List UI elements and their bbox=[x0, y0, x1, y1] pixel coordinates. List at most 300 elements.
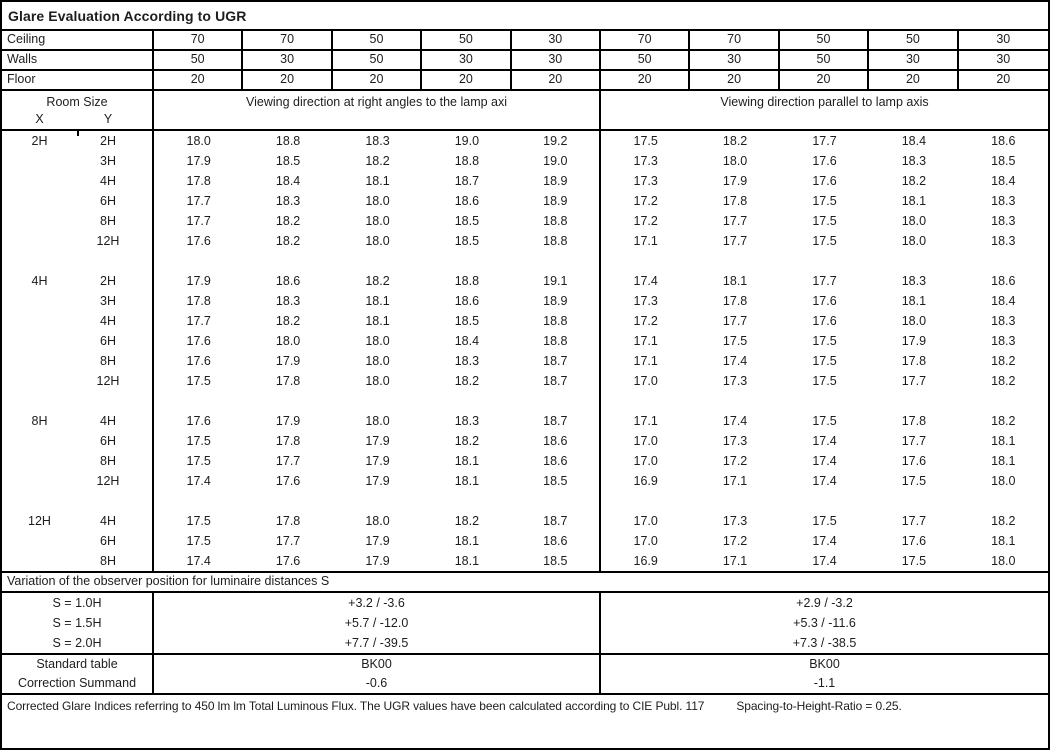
s-distance-row bbox=[2, 613, 1048, 633]
room-x-value bbox=[2, 371, 77, 391]
reflectance-value: 30 bbox=[512, 31, 601, 51]
reflectance-value: 20 bbox=[959, 71, 1048, 91]
ugr-value bbox=[422, 391, 511, 411]
variation-section-header: Variation of the observer position for luminaire distances S bbox=[2, 571, 1048, 593]
room-x-value: 12H bbox=[28, 514, 51, 528]
room-x-value bbox=[2, 431, 77, 451]
s-variation-parallel: +2.9 / -3.2 bbox=[796, 596, 853, 610]
ugr-value: 17.6 bbox=[275, 554, 301, 568]
ugr-value: 17.2 bbox=[722, 454, 748, 468]
ugr-value bbox=[333, 391, 422, 411]
ugr-value: 17.5 bbox=[186, 454, 211, 468]
ugr-table-row bbox=[2, 171, 1048, 191]
ugr-value: 17.5 bbox=[186, 534, 211, 548]
ugr-value: 17.4 bbox=[812, 534, 837, 548]
room-size-cell bbox=[2, 311, 154, 331]
ugr-value: 17.7 bbox=[186, 314, 211, 328]
ugr-value: 18.1 bbox=[365, 174, 390, 188]
room-size-cell bbox=[2, 331, 154, 351]
room-size-cell bbox=[2, 491, 154, 511]
ugr-value bbox=[959, 251, 1048, 271]
ugr-value: 17.6 bbox=[901, 534, 927, 548]
ugr-value bbox=[243, 391, 332, 411]
s-variation-right-angles: +5.7 / -12.0 bbox=[154, 613, 601, 633]
ugr-value: 17.4 bbox=[812, 474, 837, 488]
ugr-value: 18.0 bbox=[365, 334, 390, 348]
standard-value-parallel: -1.1 bbox=[813, 676, 836, 690]
ugr-value: 17.6 bbox=[186, 354, 211, 368]
ugr-value: 18.8 bbox=[512, 331, 601, 351]
room-size-cell bbox=[2, 291, 154, 311]
room-size-cell bbox=[2, 391, 154, 411]
s-distance-label: S = 1.0H bbox=[2, 593, 154, 613]
ugr-value: 18.5 bbox=[454, 214, 480, 228]
y-axis-label: Y bbox=[103, 112, 113, 126]
room-x-value bbox=[2, 391, 77, 411]
ugr-value: 18.8 bbox=[454, 154, 480, 168]
ugr-value: 18.5 bbox=[991, 154, 1016, 168]
observer-variation-rows bbox=[2, 593, 1048, 655]
ugr-table-row bbox=[2, 471, 1048, 491]
ugr-value: 17.9 bbox=[186, 274, 211, 288]
ugr-value: 17.4 bbox=[812, 554, 837, 568]
ugr-value: 18.1 bbox=[991, 454, 1016, 468]
ugr-value: 17.6 bbox=[812, 294, 837, 308]
ugr-table-row bbox=[2, 331, 1048, 351]
reflectance-value: 50 bbox=[422, 31, 511, 51]
ugr-value: 18.4 bbox=[454, 334, 480, 348]
standard-value-right-angles: BK00 bbox=[154, 655, 601, 674]
reflectance-value: 70 bbox=[690, 31, 779, 51]
ugr-value: 17.6 bbox=[275, 474, 301, 488]
reflectance-value: 20 bbox=[512, 71, 601, 91]
ugr-value: 17.9 bbox=[275, 354, 301, 368]
ugr-value: 17.3 bbox=[722, 434, 748, 448]
ugr-value: 18.5 bbox=[454, 234, 480, 248]
room-y-value: 12H bbox=[96, 234, 120, 248]
ugr-value bbox=[869, 491, 958, 511]
footer-note: Corrected Glare Indices referring to 450 lm lm Total Luminous Flux. The UGR values have been calculated according to CIE Publ. 117 bbox=[7, 699, 705, 713]
reflectance-value: 30 bbox=[959, 51, 1048, 71]
room-x-value bbox=[2, 231, 77, 251]
ugr-value: 18.9 bbox=[512, 191, 601, 211]
ugr-value bbox=[154, 391, 243, 411]
ugr-value: 17.9 bbox=[365, 534, 390, 548]
table-title-text: Glare Evaluation According to UGR bbox=[8, 7, 247, 24]
ugr-value: 18.8 bbox=[454, 274, 480, 288]
ugr-value: 18.0 bbox=[991, 474, 1016, 488]
ugr-value: 18.1 bbox=[991, 534, 1016, 548]
ugr-value: 17.5 bbox=[186, 514, 211, 528]
ugr-value: 18.2 bbox=[991, 514, 1016, 528]
ugr-value: 18.0 bbox=[722, 154, 748, 168]
ugr-value: 18.8 bbox=[512, 231, 601, 251]
ugr-value: 17.9 bbox=[365, 474, 390, 488]
reflectance-value: 70 bbox=[154, 31, 243, 51]
ugr-table-row bbox=[2, 311, 1048, 331]
room-y-value: 6H bbox=[100, 534, 116, 548]
ugr-values-body bbox=[2, 131, 1048, 571]
reflectance-value: 30 bbox=[869, 51, 958, 71]
ugr-value bbox=[154, 251, 243, 271]
room-x-value bbox=[2, 291, 77, 311]
ugr-value: 18.4 bbox=[991, 174, 1016, 188]
ugr-value: 18.0 bbox=[365, 194, 390, 208]
ugr-table-row bbox=[2, 551, 1048, 571]
room-x-value bbox=[2, 151, 77, 171]
ugr-table-row bbox=[2, 411, 1048, 431]
ugr-value: 18.3 bbox=[991, 314, 1016, 328]
surface-label: Walls bbox=[2, 51, 154, 71]
room-y-value: 12H bbox=[96, 474, 120, 488]
ugr-value: 17.4 bbox=[722, 354, 748, 368]
xy-axis-labels bbox=[2, 111, 152, 127]
ugr-value: 17.6 bbox=[186, 334, 211, 348]
room-y-value: 6H bbox=[100, 434, 116, 448]
room-x-value: 8H bbox=[31, 414, 48, 428]
reflectance-value: 30 bbox=[512, 51, 601, 71]
ugr-value: 19.2 bbox=[512, 131, 601, 151]
reflectance-value: 70 bbox=[243, 31, 332, 51]
reflectance-value: 20 bbox=[780, 71, 869, 91]
ugr-value: 17.8 bbox=[275, 514, 301, 528]
ugr-value: 17.6 bbox=[812, 154, 837, 168]
ugr-table-row bbox=[2, 271, 1048, 291]
surface-row bbox=[2, 71, 1048, 91]
s-variation-right-angles: +7.7 / -39.5 bbox=[154, 633, 601, 653]
room-size-cell bbox=[2, 131, 154, 151]
room-x-value bbox=[2, 451, 77, 471]
ugr-table-row bbox=[2, 431, 1048, 451]
ugr-value: 18.3 bbox=[901, 274, 927, 288]
room-size-cell bbox=[2, 531, 154, 551]
ugr-value bbox=[959, 391, 1048, 411]
ugr-value: 18.7 bbox=[512, 371, 601, 391]
ugr-value: 18.1 bbox=[901, 294, 927, 308]
ugr-value bbox=[512, 391, 601, 411]
room-size-label: Room Size bbox=[46, 95, 108, 109]
ugr-value bbox=[601, 391, 690, 411]
reflectance-value: 50 bbox=[780, 31, 869, 51]
spacer-row bbox=[2, 391, 1048, 411]
s-distance-label: S = 2.0H bbox=[2, 633, 154, 653]
room-x-value bbox=[2, 171, 77, 191]
ugr-value: 17.5 bbox=[633, 134, 658, 148]
ugr-value: 18.6 bbox=[512, 531, 601, 551]
ugr-value: 18.2 bbox=[365, 274, 390, 288]
ugr-table-row bbox=[2, 191, 1048, 211]
room-x-value: 4H bbox=[31, 274, 48, 288]
ugr-value: 17.5 bbox=[186, 434, 211, 448]
ugr-value: 18.1 bbox=[454, 554, 480, 568]
ugr-value: 17.5 bbox=[812, 414, 837, 428]
ugr-value: 19.0 bbox=[512, 151, 601, 171]
room-size-cell bbox=[2, 451, 154, 471]
s-variation-parallel: +5.3 / -11.6 bbox=[793, 616, 856, 630]
ugr-value: 17.1 bbox=[722, 554, 748, 568]
reflectance-value: 20 bbox=[601, 71, 690, 91]
reflectance-value: 50 bbox=[869, 31, 958, 51]
ugr-value: 18.9 bbox=[512, 171, 601, 191]
ugr-value: 18.1 bbox=[365, 314, 390, 328]
ugr-value: 18.2 bbox=[365, 154, 390, 168]
ugr-table-row bbox=[2, 451, 1048, 471]
ugr-value: 17.8 bbox=[722, 194, 748, 208]
ugr-table-row bbox=[2, 371, 1048, 391]
ugr-value: 17.5 bbox=[812, 234, 837, 248]
ugr-value: 18.3 bbox=[901, 154, 927, 168]
ugr-value: 18.1 bbox=[991, 434, 1016, 448]
ugr-table-row bbox=[2, 291, 1048, 311]
column-header-row bbox=[2, 91, 1048, 131]
room-x-value bbox=[2, 251, 77, 271]
room-y-value: 4H bbox=[100, 314, 116, 328]
ugr-value: 17.9 bbox=[365, 434, 390, 448]
footer-note-row bbox=[2, 695, 1048, 713]
ugr-value: 17.0 bbox=[633, 374, 658, 388]
ugr-value: 17.1 bbox=[633, 334, 658, 348]
standard-value-parallel: BK00 bbox=[809, 657, 840, 671]
standard-row-label: Correction Summand bbox=[2, 674, 154, 693]
reflectance-value: 30 bbox=[690, 51, 779, 71]
ugr-value: 17.2 bbox=[633, 194, 658, 208]
ugr-value: 17.2 bbox=[633, 314, 658, 328]
ugr-value: 17.4 bbox=[186, 474, 211, 488]
standard-table-row bbox=[2, 655, 1048, 674]
ugr-value bbox=[422, 491, 511, 511]
room-size-cell bbox=[2, 511, 154, 531]
table-title bbox=[2, 2, 1048, 31]
ugr-value: 17.9 bbox=[186, 154, 211, 168]
ugr-value: 17.5 bbox=[812, 214, 837, 228]
ugr-value: 18.8 bbox=[512, 211, 601, 231]
ugr-value bbox=[780, 251, 869, 271]
ugr-value: 17.9 bbox=[722, 174, 748, 188]
room-y-value: 8H bbox=[100, 214, 116, 228]
room-y-value: 8H bbox=[100, 554, 116, 568]
ugr-value: 18.7 bbox=[454, 174, 480, 188]
ugr-value: 17.8 bbox=[186, 294, 211, 308]
ugr-value: 18.0 bbox=[901, 314, 927, 328]
ugr-value: 17.7 bbox=[186, 214, 211, 228]
room-y-value: 8H bbox=[100, 454, 116, 468]
reflectance-value: 50 bbox=[154, 51, 243, 71]
ugr-value: 17.7 bbox=[722, 234, 748, 248]
ugr-value: 18.0 bbox=[901, 214, 927, 228]
ugr-value: 17.9 bbox=[365, 454, 390, 468]
room-y-value: 8H bbox=[100, 354, 116, 368]
ugr-value: 18.1 bbox=[454, 474, 480, 488]
ugr-value: 18.9 bbox=[512, 291, 601, 311]
ugr-value: 17.3 bbox=[722, 514, 748, 528]
reflectance-value: 30 bbox=[243, 51, 332, 71]
ugr-value bbox=[601, 251, 690, 271]
ugr-value: 17.7 bbox=[275, 534, 301, 548]
ugr-value: 18.1 bbox=[365, 294, 390, 308]
room-size-cell bbox=[2, 411, 154, 431]
room-y-value: 2H bbox=[100, 134, 116, 148]
ugr-table-row bbox=[2, 131, 1048, 151]
reflectance-value: 20 bbox=[333, 71, 422, 91]
surface-row bbox=[2, 51, 1048, 71]
room-x-value bbox=[2, 331, 77, 351]
ugr-value: 18.2 bbox=[275, 214, 301, 228]
ugr-value: 18.6 bbox=[454, 194, 480, 208]
ugr-value: 16.9 bbox=[633, 554, 658, 568]
room-size-header bbox=[2, 91, 154, 129]
ugr-value bbox=[154, 491, 243, 511]
room-x-value bbox=[2, 531, 77, 551]
room-x-value bbox=[2, 351, 77, 371]
room-y-value: 6H bbox=[100, 194, 116, 208]
s-distance-row bbox=[2, 633, 1048, 653]
ugr-value: 18.1 bbox=[454, 534, 480, 548]
ugr-value: 17.0 bbox=[633, 454, 658, 468]
reflectance-value: 20 bbox=[243, 71, 332, 91]
ugr-value: 18.3 bbox=[275, 294, 301, 308]
ugr-value bbox=[601, 491, 690, 511]
ugr-value: 17.8 bbox=[901, 414, 927, 428]
ugr-value: 18.2 bbox=[275, 234, 301, 248]
reflectance-value: 50 bbox=[333, 51, 422, 71]
room-size-cell bbox=[2, 431, 154, 451]
room-size-cell bbox=[2, 171, 154, 191]
ugr-value bbox=[690, 251, 779, 271]
reflectance-value: 30 bbox=[959, 31, 1048, 51]
surface-reflectance-rows bbox=[2, 31, 1048, 91]
ugr-value: 17.5 bbox=[812, 354, 837, 368]
ugr-value: 17.8 bbox=[722, 294, 748, 308]
ugr-value: 17.8 bbox=[901, 354, 927, 368]
room-size-cell bbox=[2, 151, 154, 171]
ugr-value: 18.3 bbox=[991, 334, 1016, 348]
ugr-value: 18.5 bbox=[512, 551, 601, 571]
ugr-value: 18.2 bbox=[454, 374, 480, 388]
ugr-value: 18.7 bbox=[512, 351, 601, 371]
footer-ratio: Spacing-to-Height-Ratio = 0.25. bbox=[736, 699, 902, 713]
ugr-value: 17.4 bbox=[812, 434, 837, 448]
ugr-value: 18.3 bbox=[991, 194, 1016, 208]
room-y-value: 2H bbox=[100, 274, 116, 288]
ugr-value: 17.3 bbox=[633, 294, 658, 308]
ugr-table-row bbox=[2, 351, 1048, 371]
ugr-value: 18.3 bbox=[454, 414, 480, 428]
ugr-value: 17.5 bbox=[901, 554, 927, 568]
ugr-value: 17.5 bbox=[812, 514, 837, 528]
ugr-value: 17.6 bbox=[812, 314, 837, 328]
ugr-value: 18.2 bbox=[722, 134, 748, 148]
ugr-value: 18.2 bbox=[454, 514, 480, 528]
ugr-value: 17.1 bbox=[722, 474, 748, 488]
ugr-value: 18.1 bbox=[454, 454, 480, 468]
reflectance-value: 50 bbox=[780, 51, 869, 71]
ugr-value bbox=[422, 251, 511, 271]
ugr-value: 17.8 bbox=[275, 374, 301, 388]
ugr-value: 17.9 bbox=[275, 414, 301, 428]
standard-row-label: Standard table bbox=[2, 655, 154, 674]
s-distance-label: S = 1.5H bbox=[2, 613, 154, 633]
room-size-cell bbox=[2, 471, 154, 491]
ugr-value: 18.2 bbox=[991, 414, 1016, 428]
ugr-value bbox=[869, 251, 958, 271]
ugr-value: 18.0 bbox=[365, 514, 390, 528]
room-y-value bbox=[77, 491, 139, 511]
ugr-value: 18.3 bbox=[454, 354, 480, 368]
surface-label: Ceiling bbox=[2, 31, 154, 51]
ugr-value: 17.7 bbox=[901, 434, 927, 448]
ugr-value: 17.5 bbox=[812, 334, 837, 348]
ugr-value: 17.7 bbox=[722, 314, 748, 328]
ugr-value: 18.3 bbox=[991, 234, 1016, 248]
ugr-value: 17.3 bbox=[633, 174, 658, 188]
ugr-value: 18.8 bbox=[512, 311, 601, 331]
ugr-value: 18.5 bbox=[512, 471, 601, 491]
ugr-value bbox=[690, 391, 779, 411]
room-size-cell bbox=[2, 211, 154, 231]
ugr-table-row bbox=[2, 511, 1048, 531]
ugr-value bbox=[780, 391, 869, 411]
s-distance-row bbox=[2, 593, 1048, 613]
ugr-value: 18.1 bbox=[901, 194, 927, 208]
room-size-cell bbox=[2, 191, 154, 211]
ugr-value: 19.1 bbox=[512, 271, 601, 291]
room-x-value bbox=[2, 311, 77, 331]
ugr-value: 17.7 bbox=[812, 274, 837, 288]
ugr-value: 17.7 bbox=[901, 514, 927, 528]
reflectance-value: 30 bbox=[422, 51, 511, 71]
ugr-value: 17.5 bbox=[722, 334, 748, 348]
ugr-value: 18.6 bbox=[454, 294, 480, 308]
ugr-value: 17.4 bbox=[722, 414, 748, 428]
ugr-value: 17.6 bbox=[812, 174, 837, 188]
ugr-value: 17.7 bbox=[812, 134, 837, 148]
ugr-table-row bbox=[2, 151, 1048, 171]
ugr-value: 17.6 bbox=[186, 414, 211, 428]
ugr-value: 17.7 bbox=[275, 454, 301, 468]
room-x-value bbox=[2, 491, 77, 511]
ugr-value: 18.2 bbox=[901, 174, 927, 188]
ugr-value: 17.6 bbox=[186, 234, 211, 248]
ugr-table-row bbox=[2, 531, 1048, 551]
ugr-value: 18.6 bbox=[512, 431, 601, 451]
ugr-value bbox=[333, 251, 422, 271]
reflectance-value: 20 bbox=[690, 71, 779, 91]
ugr-value: 18.4 bbox=[275, 174, 301, 188]
x-axis-label: X bbox=[35, 112, 44, 126]
ugr-value: 17.5 bbox=[186, 374, 211, 388]
room-y-value: 3H bbox=[100, 294, 116, 308]
ugr-value: 17.1 bbox=[633, 414, 658, 428]
room-y-value: 4H bbox=[100, 414, 116, 428]
ugr-value: 17.3 bbox=[722, 374, 748, 388]
ugr-value: 17.2 bbox=[633, 214, 658, 228]
ugr-value bbox=[512, 491, 601, 511]
reflectance-value: 20 bbox=[154, 71, 243, 91]
ugr-value: 17.2 bbox=[722, 534, 748, 548]
ugr-value: 18.3 bbox=[991, 214, 1016, 228]
room-y-value: 4H bbox=[100, 174, 116, 188]
ugr-value: 17.8 bbox=[186, 174, 211, 188]
standard-table-rows bbox=[2, 655, 1048, 695]
ugr-value: 18.0 bbox=[991, 554, 1016, 568]
ugr-value: 17.4 bbox=[812, 454, 837, 468]
ugr-value: 17.8 bbox=[275, 434, 301, 448]
ugr-value: 18.3 bbox=[365, 134, 390, 148]
room-size-cell bbox=[2, 251, 154, 271]
ugr-value: 18.6 bbox=[991, 134, 1016, 148]
ugr-value: 18.0 bbox=[901, 234, 927, 248]
ugr-value: 18.0 bbox=[365, 214, 390, 228]
